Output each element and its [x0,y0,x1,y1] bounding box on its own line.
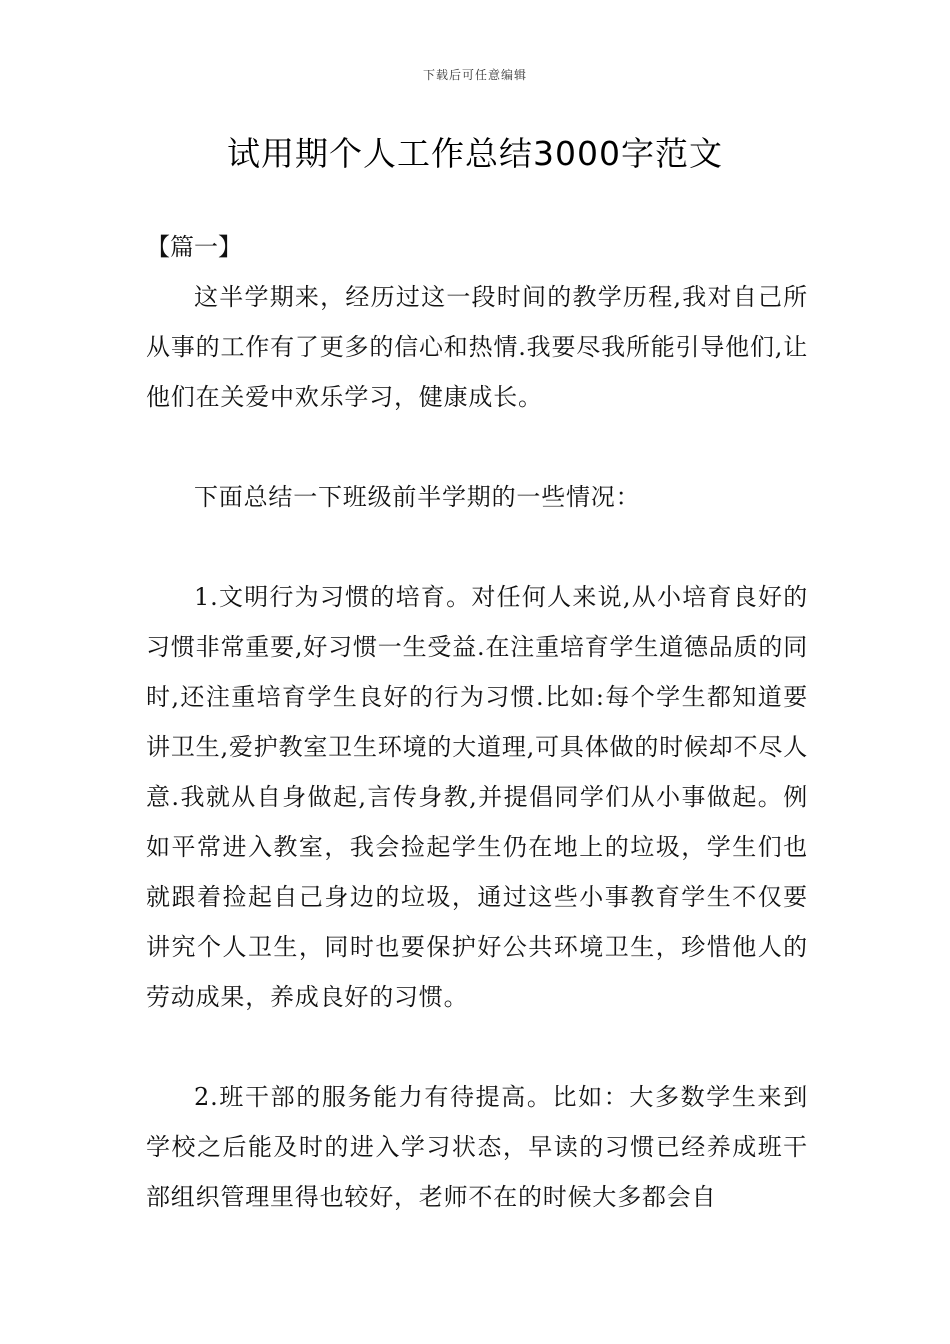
header-note: 下载后可任意编辑 [422,68,527,82]
paragraph-spacer [146,422,808,472]
paragraph-intro: 这半学期来，经历过这一段时间的教学历程,我对自己所从事的工作有了更多的信心和热情.我要尽我所能引导他们,让他们在关爱中欢乐学习，健康成长。 [146,283,808,411]
paragraph-spacer [146,1022,808,1072]
paragraph-spacer [146,522,808,572]
paragraph-summary-lead: 下面总结一下班级前半学期的一些情况： [194,483,641,511]
paragraph-item-1: 1.文明行为习惯的培育。对任何人来说,从小培育良好的习惯非常重要,好习惯一生受益.在注重培育学生道德品质的同时,还注重培育学生良好的行为习惯.比如:每个学生都知道要讲卫生,爱护教室卫生环境的大道理,可具体做的时候却不尽人意.我就从自身做起,言传身教,并提倡同学们从小事做起。例如平常进入教室，我会捡起学生仍在地上的垃圾，学生们也就跟着捡起自己身边的垃圾，通过这些小事教育学生不仅要讲究个人卫生，同时也要保护好公共环境卫生，珍惜他人的劳动成果，养成良好的习惯。 [146,583,808,1011]
section-label: 【篇一】 [146,233,242,261]
paragraph-item-2: 2.班干部的服务能力有待提高。比如：大多数学生来到学校之后能及时的进入学习状态，早读的习惯已经养成班干部组织管理里得也较好，老师不在的时候大多都会自 [146,1083,808,1211]
document-body [146,222,808,1222]
document-title: 试用期个人工作总结3000字范文 [227,134,723,173]
